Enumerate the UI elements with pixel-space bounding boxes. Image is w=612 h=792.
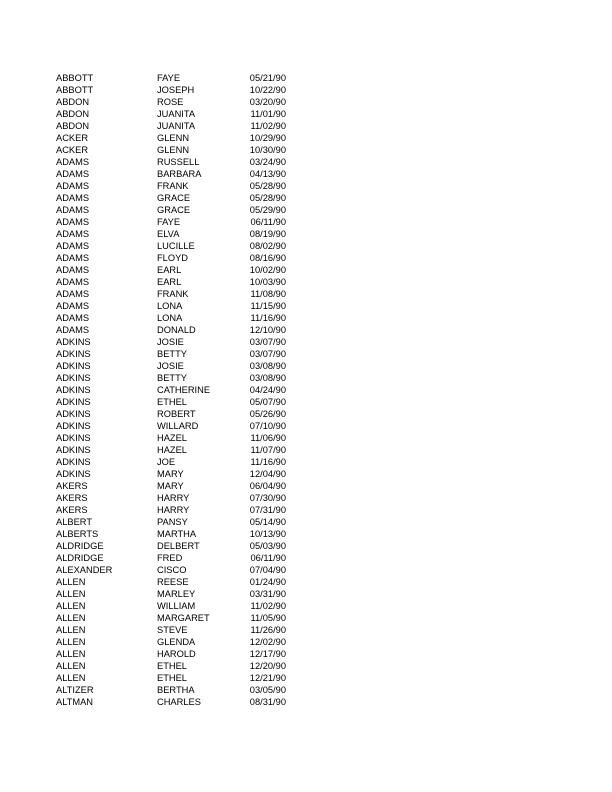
list-item bbox=[56, 660, 296, 672]
record-date: 04/13/90 bbox=[249, 169, 286, 179]
first-name: GRACE bbox=[157, 193, 191, 203]
list-item bbox=[56, 612, 296, 624]
last-name: ADAMS bbox=[56, 289, 90, 299]
record-date: 11/08/90 bbox=[250, 289, 286, 299]
records-list bbox=[56, 72, 296, 708]
list-item bbox=[56, 168, 296, 180]
last-name: ALLEN bbox=[56, 613, 86, 623]
first-name: ROSE bbox=[157, 97, 184, 107]
first-name: FRANK bbox=[157, 181, 189, 191]
first-name: STEVE bbox=[157, 625, 188, 635]
list-item bbox=[56, 264, 296, 276]
last-name: ABDON bbox=[56, 109, 90, 119]
first-name: MARGARET bbox=[157, 613, 210, 623]
list-item bbox=[56, 672, 296, 684]
last-name: ADKINS bbox=[56, 445, 91, 455]
record-date: 10/13/90 bbox=[249, 529, 286, 539]
first-name: ETHEL bbox=[157, 673, 187, 683]
record-date: 12/04/90 bbox=[249, 469, 286, 479]
list-item bbox=[56, 396, 296, 408]
last-name: ACKER bbox=[56, 145, 89, 155]
last-name: ADKINS bbox=[56, 361, 91, 371]
list-item bbox=[56, 504, 296, 516]
last-name: ALDRIDGE bbox=[56, 553, 104, 563]
last-name: ADKINS bbox=[56, 409, 91, 419]
first-name: PANSY bbox=[157, 517, 188, 527]
last-name: ADKINS bbox=[56, 433, 91, 443]
list-item bbox=[56, 648, 296, 660]
first-name: LONA bbox=[157, 313, 183, 323]
list-item bbox=[56, 444, 296, 456]
list-item bbox=[56, 180, 296, 192]
first-name: CHARLES bbox=[157, 697, 201, 707]
first-name: GRACE bbox=[157, 205, 191, 215]
last-name: ADKINS bbox=[56, 337, 91, 347]
first-name: FAYE bbox=[157, 73, 181, 83]
record-date: 11/16/90 bbox=[250, 313, 286, 323]
last-name: AKERS bbox=[56, 481, 88, 491]
last-name: ADKINS bbox=[56, 397, 91, 407]
record-date: 08/16/90 bbox=[249, 253, 286, 263]
last-name: ALEXANDER bbox=[56, 565, 113, 575]
list-item bbox=[56, 192, 296, 204]
first-name: GLENN bbox=[157, 133, 190, 143]
record-date: 11/01/90 bbox=[250, 109, 286, 119]
first-name: ELVA bbox=[157, 229, 180, 239]
record-date: 03/07/90 bbox=[249, 349, 286, 359]
list-item bbox=[56, 588, 296, 600]
record-date: 05/26/90 bbox=[249, 409, 286, 419]
last-name: ADKINS bbox=[56, 349, 91, 359]
first-name: JUANITA bbox=[157, 121, 196, 131]
last-name: ALLEN bbox=[56, 673, 86, 683]
list-item bbox=[56, 144, 296, 156]
list-item bbox=[56, 540, 296, 552]
first-name: LONA bbox=[157, 301, 183, 311]
list-item bbox=[56, 132, 296, 144]
last-name: ADKINS bbox=[56, 457, 91, 467]
record-date: 08/19/90 bbox=[249, 229, 286, 239]
last-name: ACKER bbox=[56, 133, 89, 143]
record-date: 10/03/90 bbox=[249, 277, 286, 287]
last-name: ADAMS bbox=[56, 181, 90, 191]
last-name: ADAMS bbox=[56, 193, 90, 203]
last-name: ALTMAN bbox=[56, 697, 94, 707]
list-item bbox=[56, 684, 296, 696]
first-name: FRED bbox=[157, 553, 183, 563]
list-item bbox=[56, 216, 296, 228]
first-name: WILLIAM bbox=[157, 601, 196, 611]
last-name: AKERS bbox=[56, 505, 88, 515]
first-name: GLENDA bbox=[157, 637, 196, 647]
list-item bbox=[56, 360, 296, 372]
first-name: CATHERINE bbox=[157, 385, 211, 395]
record-date: 03/05/90 bbox=[249, 685, 286, 695]
record-date: 03/08/90 bbox=[249, 373, 286, 383]
list-item bbox=[56, 528, 296, 540]
record-date: 06/11/90 bbox=[250, 217, 286, 227]
last-name: ALLEN bbox=[56, 589, 86, 599]
first-name: HAROLD bbox=[157, 649, 196, 659]
list-item bbox=[56, 576, 296, 588]
first-name: BARBARA bbox=[157, 169, 202, 179]
record-date: 11/26/90 bbox=[250, 625, 286, 635]
list-item bbox=[56, 96, 296, 108]
list-item bbox=[56, 72, 296, 84]
list-item bbox=[56, 384, 296, 396]
last-name: ADAMS bbox=[56, 253, 90, 263]
record-date: 06/04/90 bbox=[249, 481, 286, 491]
record-date: 01/24/90 bbox=[249, 577, 286, 587]
last-name: ABBOTT bbox=[56, 85, 94, 95]
last-name: ADAMS bbox=[56, 157, 90, 167]
first-name: RUSSELL bbox=[157, 157, 200, 167]
last-name: ALBERT bbox=[56, 517, 92, 527]
list-item bbox=[56, 204, 296, 216]
list-item bbox=[56, 240, 296, 252]
record-date: 05/07/90 bbox=[249, 397, 286, 407]
list-item bbox=[56, 300, 296, 312]
record-date: 05/28/90 bbox=[249, 193, 286, 203]
first-name: JOSIE bbox=[157, 361, 184, 371]
list-item bbox=[56, 468, 296, 480]
first-name: JOE bbox=[157, 457, 176, 467]
list-item bbox=[56, 348, 296, 360]
record-date: 10/29/90 bbox=[249, 133, 286, 143]
record-date: 10/22/90 bbox=[249, 85, 286, 95]
list-item bbox=[56, 624, 296, 636]
first-name: REESE bbox=[157, 577, 189, 587]
list-item bbox=[56, 336, 296, 348]
record-date: 11/05/90 bbox=[250, 613, 286, 623]
last-name: ADAMS bbox=[56, 277, 90, 287]
list-item bbox=[56, 276, 296, 288]
last-name: ALLEN bbox=[56, 601, 86, 611]
first-name: JOSEPH bbox=[157, 85, 195, 95]
last-name: ALTIZER bbox=[56, 685, 94, 695]
first-name: ETHEL bbox=[157, 397, 187, 407]
last-name: ALDRIDGE bbox=[56, 541, 104, 551]
record-date: 03/07/90 bbox=[249, 337, 286, 347]
record-date: 03/24/90 bbox=[249, 157, 286, 167]
first-name: MARY bbox=[157, 481, 184, 491]
first-name: HARRY bbox=[157, 505, 190, 515]
first-name: ROBERT bbox=[157, 409, 196, 419]
first-name: JUANITA bbox=[157, 109, 196, 119]
first-name: HAZEL bbox=[157, 445, 187, 455]
first-name: JOSIE bbox=[157, 337, 184, 347]
last-name: ADAMS bbox=[56, 169, 90, 179]
record-date: 04/24/90 bbox=[249, 385, 286, 395]
last-name: ALLEN bbox=[56, 649, 86, 659]
record-date: 05/29/90 bbox=[249, 205, 286, 215]
list-item bbox=[56, 492, 296, 504]
last-name: ABDON bbox=[56, 97, 90, 107]
first-name: CISCO bbox=[157, 565, 187, 575]
record-date: 12/17/90 bbox=[249, 649, 286, 659]
first-name: LUCILLE bbox=[157, 241, 195, 251]
list-item bbox=[56, 408, 296, 420]
list-item bbox=[56, 312, 296, 324]
list-item bbox=[56, 636, 296, 648]
last-name: ADKINS bbox=[56, 469, 91, 479]
first-name: BERTHA bbox=[157, 685, 195, 695]
record-date: 10/02/90 bbox=[249, 265, 286, 275]
record-date: 03/08/90 bbox=[249, 361, 286, 371]
last-name: AKERS bbox=[56, 493, 88, 503]
list-item bbox=[56, 420, 296, 432]
list-item bbox=[56, 120, 296, 132]
last-name: ALLEN bbox=[56, 577, 86, 587]
last-name: ABBOTT bbox=[56, 73, 94, 83]
last-name: ADAMS bbox=[56, 217, 90, 227]
record-date: 05/03/90 bbox=[249, 541, 286, 551]
record-date: 12/10/90 bbox=[249, 325, 286, 335]
first-name: EARL bbox=[157, 265, 182, 275]
record-date: 05/14/90 bbox=[249, 517, 286, 527]
record-date: 11/15/90 bbox=[250, 301, 286, 311]
first-name: BETTY bbox=[157, 373, 187, 383]
last-name: ALLEN bbox=[56, 661, 86, 671]
list-item bbox=[56, 696, 296, 708]
record-date: 11/06/90 bbox=[250, 433, 286, 443]
list-item bbox=[56, 84, 296, 96]
list-item bbox=[56, 552, 296, 564]
record-date: 08/31/90 bbox=[249, 697, 286, 707]
first-name: FAYE bbox=[157, 217, 181, 227]
record-date: 07/31/90 bbox=[249, 505, 286, 515]
last-name: ADAMS bbox=[56, 301, 90, 311]
last-name: ALBERTS bbox=[56, 529, 99, 539]
first-name: EARL bbox=[157, 277, 182, 287]
record-date: 07/30/90 bbox=[249, 493, 286, 503]
list-item bbox=[56, 228, 296, 240]
list-item bbox=[56, 156, 296, 168]
first-name: DONALD bbox=[157, 325, 196, 335]
record-date: 11/02/90 bbox=[250, 121, 286, 131]
list-item bbox=[56, 480, 296, 492]
first-name: MARLEY bbox=[157, 589, 196, 599]
record-date: 11/07/90 bbox=[250, 445, 286, 455]
record-date: 05/28/90 bbox=[249, 181, 286, 191]
first-name: FLOYD bbox=[157, 253, 188, 263]
first-name: ETHEL bbox=[157, 661, 187, 671]
first-name: MARY bbox=[157, 469, 184, 479]
record-date: 11/16/90 bbox=[250, 457, 286, 467]
last-name: ADAMS bbox=[56, 313, 90, 323]
record-date: 12/20/90 bbox=[249, 661, 286, 671]
last-name: ABDON bbox=[56, 121, 90, 131]
list-item bbox=[56, 516, 296, 528]
record-date: 12/02/90 bbox=[249, 637, 286, 647]
last-name: ADAMS bbox=[56, 241, 90, 251]
first-name: BETTY bbox=[157, 349, 187, 359]
first-name: MARTHA bbox=[157, 529, 197, 539]
record-date: 07/04/90 bbox=[249, 565, 286, 575]
last-name: ALLEN bbox=[56, 637, 86, 647]
list-item bbox=[56, 324, 296, 336]
last-name: ADKINS bbox=[56, 421, 91, 431]
last-name: ADAMS bbox=[56, 265, 90, 275]
first-name: HAZEL bbox=[157, 433, 187, 443]
first-name: DELBERT bbox=[157, 541, 200, 551]
record-date: 03/20/90 bbox=[249, 97, 286, 107]
last-name: ALLEN bbox=[56, 625, 86, 635]
last-name: ADKINS bbox=[56, 385, 91, 395]
record-date: 10/30/90 bbox=[249, 145, 286, 155]
record-date: 12/21/90 bbox=[249, 673, 286, 683]
list-item bbox=[56, 600, 296, 612]
record-date: 11/02/90 bbox=[250, 601, 286, 611]
first-name: GLENN bbox=[157, 145, 190, 155]
record-date: 03/31/90 bbox=[249, 589, 286, 599]
record-date: 06/11/90 bbox=[250, 553, 286, 563]
list-item bbox=[56, 252, 296, 264]
first-name: HARRY bbox=[157, 493, 190, 503]
list-item bbox=[56, 288, 296, 300]
last-name: ADAMS bbox=[56, 205, 90, 215]
last-name: ADAMS bbox=[56, 229, 90, 239]
first-name: WILLARD bbox=[157, 421, 199, 431]
list-item bbox=[56, 432, 296, 444]
record-date: 07/10/90 bbox=[249, 421, 286, 431]
last-name: ADAMS bbox=[56, 325, 90, 335]
list-item bbox=[56, 108, 296, 120]
list-item bbox=[56, 564, 296, 576]
list-item bbox=[56, 456, 296, 468]
last-name: ADKINS bbox=[56, 373, 91, 383]
first-name: FRANK bbox=[157, 289, 189, 299]
list-item bbox=[56, 372, 296, 384]
record-date: 05/21/90 bbox=[249, 73, 286, 83]
record-date: 08/02/90 bbox=[249, 241, 286, 251]
